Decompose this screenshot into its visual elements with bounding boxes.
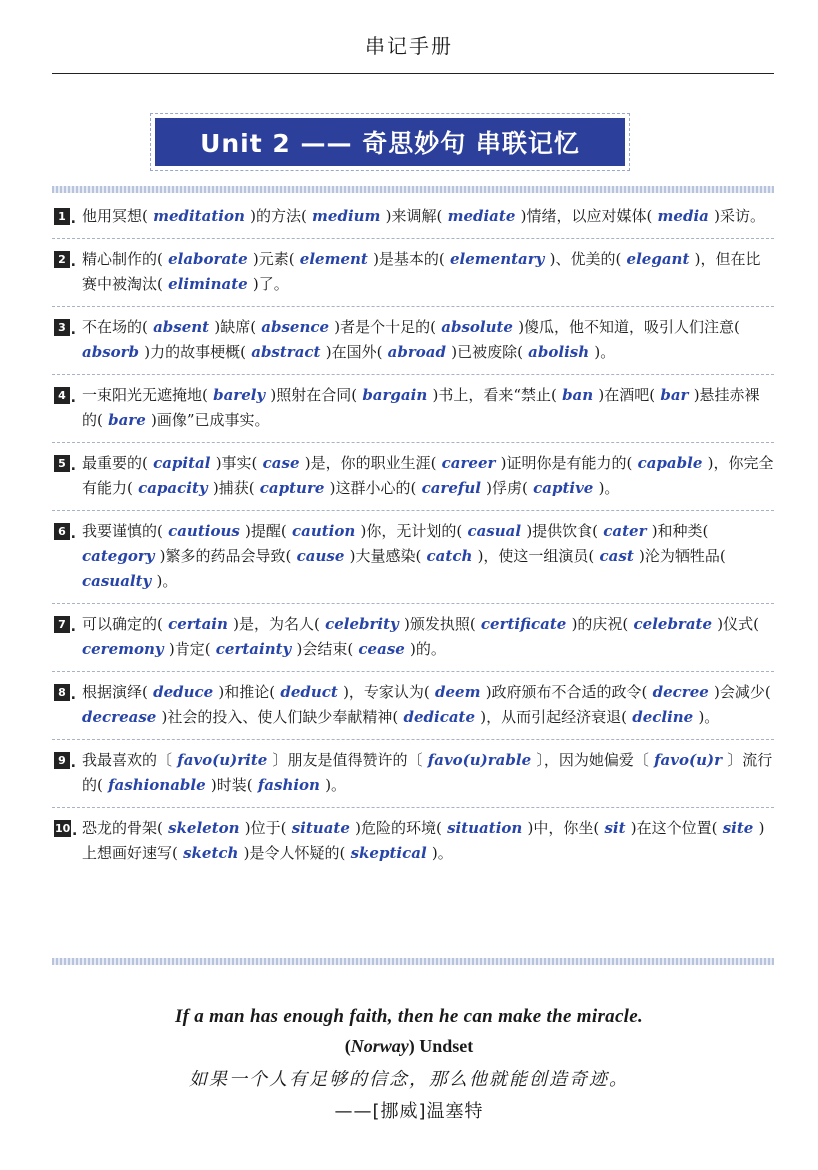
quote-author-name: Undset — [419, 1036, 474, 1056]
sentence-text: )大量感染( — [349, 547, 422, 565]
vocab-word: capture — [254, 479, 330, 497]
sentence-text: 〕流行的( — [82, 751, 773, 794]
header-divider — [52, 73, 774, 74]
sentence-item — [52, 604, 774, 672]
sentence-text: )事实( — [215, 454, 258, 472]
sentence-text: )肯定( — [168, 640, 211, 658]
sentence-number-badge: 5 . — [54, 455, 70, 472]
sentence-item — [52, 196, 774, 239]
sentence-text: )书上，看来“禁止( — [432, 386, 557, 404]
quote-author-country: Norway — [350, 1036, 409, 1056]
sentence-text: )已被废除( — [451, 343, 523, 361]
vocab-word: celebrity — [319, 615, 404, 633]
sentence-text: 他用冥想( — [82, 207, 148, 225]
sentence-text: )你，无计划的( — [360, 522, 463, 540]
sentence-text: )是令人怀疑的( — [243, 844, 346, 862]
sentence-text: )傻瓜，他不知道，吸引人们注意( — [518, 318, 740, 336]
sentence-text: )。 — [325, 776, 347, 794]
vocab-word: casual — [462, 522, 527, 540]
vocab-word: skeptical — [345, 844, 432, 862]
sentence-text: )来调解( — [385, 207, 443, 225]
vocab-word: decline — [626, 708, 699, 726]
vocab-word: media — [652, 207, 715, 225]
page-header-title: 串记手册 — [365, 34, 453, 58]
vocab-word: abolish — [522, 343, 595, 361]
sentence-number-badge: 2 . — [54, 251, 70, 268]
sentence-text: )照射在合同( — [270, 386, 358, 404]
vocab-word: bar — [655, 386, 694, 404]
vocab-word: mediate — [442, 207, 521, 225]
sentence-list — [52, 196, 774, 875]
vocab-word: case — [257, 454, 305, 472]
vocab-word: fashion — [252, 776, 326, 794]
quote-block — [0, 1006, 818, 1123]
sentence-text: )者是个十足的( — [334, 318, 437, 336]
vocab-word: favo(u)rable — [422, 751, 537, 769]
vocab-word: cater — [598, 522, 652, 540]
vocab-word: certain — [162, 615, 234, 633]
sentence-text: )。 — [431, 844, 453, 862]
vocab-word: sit — [599, 819, 631, 837]
vocab-word: abroad — [382, 343, 452, 361]
vocab-word: favo(u)r — [648, 751, 728, 769]
vocab-word: ceremony — [82, 640, 169, 658]
unit-banner-frame — [150, 113, 630, 171]
sentence-text: )。 — [598, 479, 620, 497]
sentence-text: )。 — [156, 572, 178, 590]
sentence-text: )缺席( — [214, 318, 257, 336]
vocab-word: ban — [556, 386, 599, 404]
quote-chinese: 如果一个人有足够的信念，那么他就能创造奇迹。 — [189, 1069, 629, 1090]
sentence-text: )，从而引起经济衰退( — [480, 708, 627, 726]
sentence-text: 恐龙的骨架( — [82, 819, 163, 837]
sentence-text: 可以确定的( — [82, 615, 163, 633]
sentence-item — [52, 511, 774, 604]
sentence-text: )危险的环境( — [355, 819, 442, 837]
vocab-word: capable — [632, 454, 708, 472]
sentence-number-badge: 3 . — [54, 319, 70, 336]
vocab-word: cause — [291, 547, 350, 565]
sentence-text: )会结束( — [296, 640, 354, 658]
vocab-word: captive — [527, 479, 599, 497]
sentence-number-badge: 1 . — [54, 208, 70, 225]
quote-english: If a man has enough faith, then he can make the miracle. — [174, 1006, 644, 1027]
sentence-item — [52, 672, 774, 740]
vocab-word: elegant — [621, 250, 695, 268]
sentence-text: )的。 — [410, 640, 446, 658]
sentence-text: )提供饮食( — [526, 522, 599, 540]
sentence-text: )。 — [698, 708, 720, 726]
sentence-text: )和种类( — [651, 522, 709, 540]
vocab-word: capital — [147, 454, 216, 472]
sentence-text: 一束阳光无遮掩地( — [82, 386, 208, 404]
vocab-word: certainty — [210, 640, 297, 658]
vocab-word: abstract — [246, 343, 326, 361]
sentence-text: )捕获( — [212, 479, 255, 497]
vocab-word: absorb — [82, 343, 145, 361]
sentence-text: 不在场的( — [82, 318, 148, 336]
sentence-text: )的方法( — [250, 207, 307, 225]
sentence-text: )力的故事梗概( — [144, 343, 246, 361]
sentence-text: )元素( — [252, 250, 295, 268]
vocab-word: caution — [286, 522, 361, 540]
vocab-word: element — [294, 250, 374, 268]
sentence-text: )政府颁布不合适的政令( — [485, 683, 648, 701]
sentence-number-badge: 6 . — [54, 523, 70, 540]
quote-author: (Norway) Undset — [344, 1036, 474, 1056]
vocab-word: category — [82, 547, 160, 565]
vocab-word: casualty — [82, 572, 157, 590]
sentence-item — [52, 307, 774, 375]
sentence-text: )是，你的职业生涯( — [304, 454, 437, 472]
sentence-text: 〕朋友是值得赞许的〔 — [272, 751, 423, 769]
sentence-text: )颁发执照( — [403, 615, 476, 633]
sentence-text: 精心制作的( — [82, 250, 163, 268]
sentence-text: )，使这一组演员( — [477, 547, 595, 565]
top-stripe-divider — [52, 186, 774, 193]
vocab-word: cease — [353, 640, 411, 658]
sentence-text: )，专家认为( — [343, 683, 430, 701]
vocab-word: bare — [102, 411, 151, 429]
sentence-text: )上想画好速写( — [82, 819, 765, 862]
vocab-word: elementary — [444, 250, 550, 268]
sentence-number-badge: 7 . — [54, 616, 70, 633]
sentence-text: )。 — [594, 343, 616, 361]
sentence-text: )仪式( — [717, 615, 759, 633]
vocab-word: bargain — [357, 386, 433, 404]
vocab-word: favo(u)rite — [172, 751, 273, 769]
bottom-stripe-divider — [52, 958, 774, 965]
sentence-text: )，但在比赛中被淘汰( — [82, 250, 761, 293]
sentence-text: )社会的投入、使人们缺少奉献精神( — [161, 708, 399, 726]
vocab-word: medium — [306, 207, 386, 225]
unit-banner-title: Unit 2 —— 奇思妙句 串联记忆 — [155, 118, 625, 166]
vocab-word: absent — [147, 318, 215, 336]
sentence-text: )情绪，以应对媒体( — [520, 207, 653, 225]
sentence-text: )时装( — [210, 776, 253, 794]
vocab-word: situate — [286, 819, 356, 837]
vocab-word: decrease — [82, 708, 162, 726]
vocab-word: catch — [421, 547, 478, 565]
sentence-text: )繁多的药品会导致( — [159, 547, 292, 565]
vocab-word: celebrate — [628, 615, 718, 633]
sentence-text: 最重要的( — [82, 454, 148, 472]
vocab-word: skeleton — [162, 819, 245, 837]
sentence-text: )采访。 — [714, 207, 765, 225]
vocab-word: absolute — [436, 318, 519, 336]
vocab-word: site — [717, 819, 759, 837]
sentence-text: 我最喜欢的〔 — [82, 751, 173, 769]
sentence-text: 我要谨慎的( — [82, 522, 163, 540]
vocab-word: decree — [647, 683, 715, 701]
sentence-number-badge: 10 . — [54, 820, 71, 837]
sentence-text: )提醒( — [245, 522, 287, 540]
sentence-text: )的庆祝( — [571, 615, 629, 633]
sentence-item — [52, 443, 774, 511]
sentence-text: 〕，因为她偏爱〔 — [536, 751, 649, 769]
vocab-word: fashionable — [102, 776, 211, 794]
vocab-word: elaborate — [162, 250, 253, 268]
vocab-word: deem — [429, 683, 486, 701]
quote-chinese-author: ——[挪威]温塞特 — [334, 1101, 484, 1122]
sentence-item — [52, 740, 774, 808]
sentence-text: )是，为名人( — [233, 615, 320, 633]
sentence-text: )这群小心的( — [329, 479, 417, 497]
sentence-number-badge: 4 . — [54, 387, 70, 404]
sentence-text: )在酒吧( — [598, 386, 656, 404]
vocab-word: absence — [256, 318, 335, 336]
sentence-number-badge: 9 . — [54, 752, 70, 769]
vocab-word: sketch — [177, 844, 244, 862]
sentence-number-badge: 8 . — [54, 684, 70, 701]
sentence-text: )是基本的( — [373, 250, 445, 268]
sentence-text: )悬挂赤裸的( — [82, 386, 760, 429]
sentence-text: )了。 — [252, 275, 289, 293]
vocab-word: meditation — [147, 207, 251, 225]
sentence-text: )、优美的( — [549, 250, 622, 268]
sentence-text: )在国外( — [325, 343, 383, 361]
vocab-word: deduce — [147, 683, 219, 701]
vocab-word: careful — [416, 479, 487, 497]
sentence-text: )位于( — [244, 819, 287, 837]
sentence-text: )会减少( — [714, 683, 771, 701]
sentence-text: )证明你是有能力的( — [500, 454, 633, 472]
sentence-text: )和推论( — [218, 683, 276, 701]
sentence-text: 根据演绎( — [82, 683, 148, 701]
sentence-item — [52, 239, 774, 307]
vocab-word: certificate — [475, 615, 572, 633]
vocab-word: barely — [207, 386, 271, 404]
sentence-text: )，你完全有能力( — [82, 454, 774, 497]
vocab-word: career — [436, 454, 501, 472]
vocab-word: dedicate — [398, 708, 481, 726]
sentence-text: )俘虏( — [486, 479, 528, 497]
vocab-word: deduct — [275, 683, 344, 701]
sentence-text: )在这个位置( — [630, 819, 718, 837]
sentence-text: )中，你坐( — [527, 819, 600, 837]
sentence-text: )沦为牺牲品( — [638, 547, 726, 565]
sentence-item — [52, 808, 774, 875]
vocab-word: capacity — [132, 479, 213, 497]
vocab-word: cautious — [162, 522, 246, 540]
sentence-item — [52, 375, 774, 443]
vocab-word: cast — [594, 547, 639, 565]
vocab-word: situation — [441, 819, 528, 837]
sentence-text: )画像”已成事实。 — [150, 411, 270, 429]
vocab-word: eliminate — [162, 275, 253, 293]
